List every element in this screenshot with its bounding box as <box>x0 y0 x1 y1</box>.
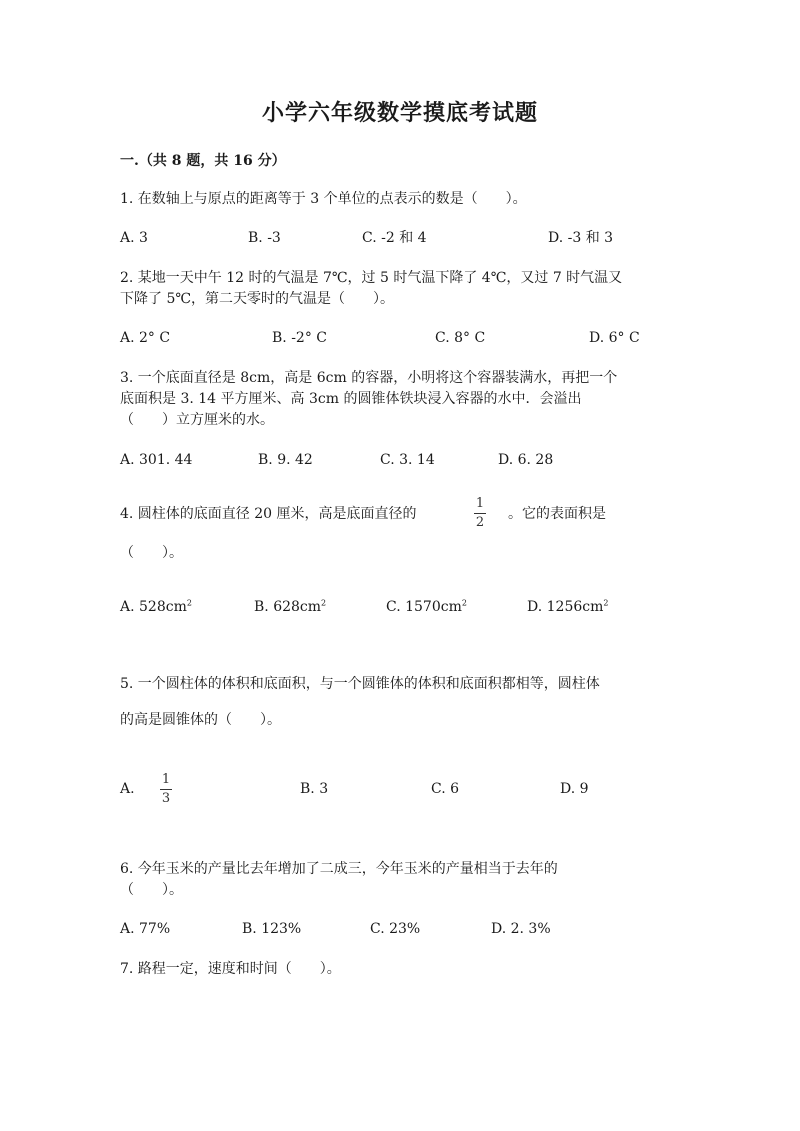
question-5-stem-line-2: 的高是圆锥体的（ ）。 <box>120 712 281 728</box>
question-2-option-a: A. 2° C <box>120 330 171 346</box>
option-text: A. 528cm <box>120 599 187 615</box>
question-3-option-c: C. 3. 14 <box>380 452 435 468</box>
question-6-option-d: D. 2. 3% <box>491 921 551 937</box>
question-3-option-a: A. 301. 44 <box>120 452 193 468</box>
option-text: C. 1570cm <box>386 599 462 615</box>
question-4-option-c <box>386 597 467 617</box>
unit-superscript: 2 <box>186 598 192 608</box>
question-1-stem: 1. 在数轴上与原点的距离等于 3 个单位的点表示的数是（ ）。 <box>120 191 527 207</box>
question-4-stem-part-1: 4. 圆柱体的底面直径 20 厘米，高是底面直径的 <box>120 506 417 522</box>
question-7-stem: 7. 路程一定，速度和时间（ ）。 <box>120 961 341 977</box>
question-4-option-d <box>527 597 608 617</box>
fraction-numerator: 1 <box>161 772 171 787</box>
fraction-numerator: 1 <box>475 496 485 511</box>
question-1-option-b: B. -3 <box>248 230 281 246</box>
question-1-option-a: A. 3 <box>120 230 148 246</box>
question-2-option-d: D. 6° C <box>589 330 640 346</box>
unit-superscript: 2 <box>603 598 609 608</box>
fraction-bar <box>160 789 172 790</box>
question-4-fraction <box>474 497 486 530</box>
question-5-option-a-label: A. <box>120 781 135 797</box>
question-4-option-a <box>120 597 192 617</box>
question-6-stem-line-2: （ ）。 <box>120 882 183 898</box>
question-6-option-b: B. 123% <box>242 921 302 937</box>
option-text: D. 1256cm <box>527 599 604 615</box>
question-2-stem-line-2: 下降了 5℃，第二天零时的气温是（ ）。 <box>120 291 395 307</box>
question-5-option-a-fraction <box>160 773 172 806</box>
unit-superscript: 2 <box>321 598 327 608</box>
question-4-option-b <box>254 597 326 617</box>
question-2-option-b: B. -2° C <box>272 330 327 346</box>
section-heading: 一.（共 8 题，共 16 分） <box>120 153 286 169</box>
question-5-option-d: D. 9 <box>560 781 589 797</box>
question-6-option-c: C. 23% <box>370 921 421 937</box>
question-3-stem-line-3: （ ）立方厘米的水。 <box>120 412 274 428</box>
question-5-stem-line-1: 5. 一个圆柱体的体积和底面积，与一个圆锥体的体积和底面积都相等，圆柱体 <box>120 676 600 692</box>
page-title: 小学六年级数学摸底考试题 <box>261 100 538 126</box>
question-3-stem-line-2: 底面积是 3. 14 平方厘米、高 3cm 的圆锥体铁块浸入容器的水中．会溢出 <box>120 391 582 407</box>
fraction-denominator: 2 <box>475 515 485 530</box>
question-2-stem-line-1: 2. 某地一天中午 12 时的气温是 7℃，过 5 时气温下降了 4℃，又过 7 时气温又 <box>120 270 623 286</box>
question-4-stem-part-2: 。它的表面积是 <box>508 506 606 522</box>
question-3-option-d: D. 6. 28 <box>498 452 554 468</box>
question-3-stem-line-1: 3. 一个底面直径是 8cm，高是 6cm 的容器，小明将这个容器装满水，再把一个 <box>120 370 618 386</box>
question-3-option-b: B. 9. 42 <box>258 452 313 468</box>
question-5-option-b: B. 3 <box>300 781 329 797</box>
question-4-stem-line-2: （ ）。 <box>120 545 183 561</box>
question-1-option-d: D. -3 和 3 <box>548 230 614 246</box>
option-text: B. 628cm <box>254 599 322 615</box>
question-1-option-c: C. -2 和 4 <box>362 230 427 246</box>
fraction-bar <box>474 513 486 514</box>
question-6-option-a: A. 77% <box>120 921 171 937</box>
question-6-stem-line-1: 6. 今年玉米的产量比去年增加了二成三，今年玉米的产量相当于去年的 <box>120 861 558 877</box>
question-2-option-c: C. 8° C <box>435 330 486 346</box>
fraction-denominator: 3 <box>161 791 171 806</box>
question-5-option-c: C. 6 <box>431 781 460 797</box>
unit-superscript: 2 <box>461 598 467 608</box>
